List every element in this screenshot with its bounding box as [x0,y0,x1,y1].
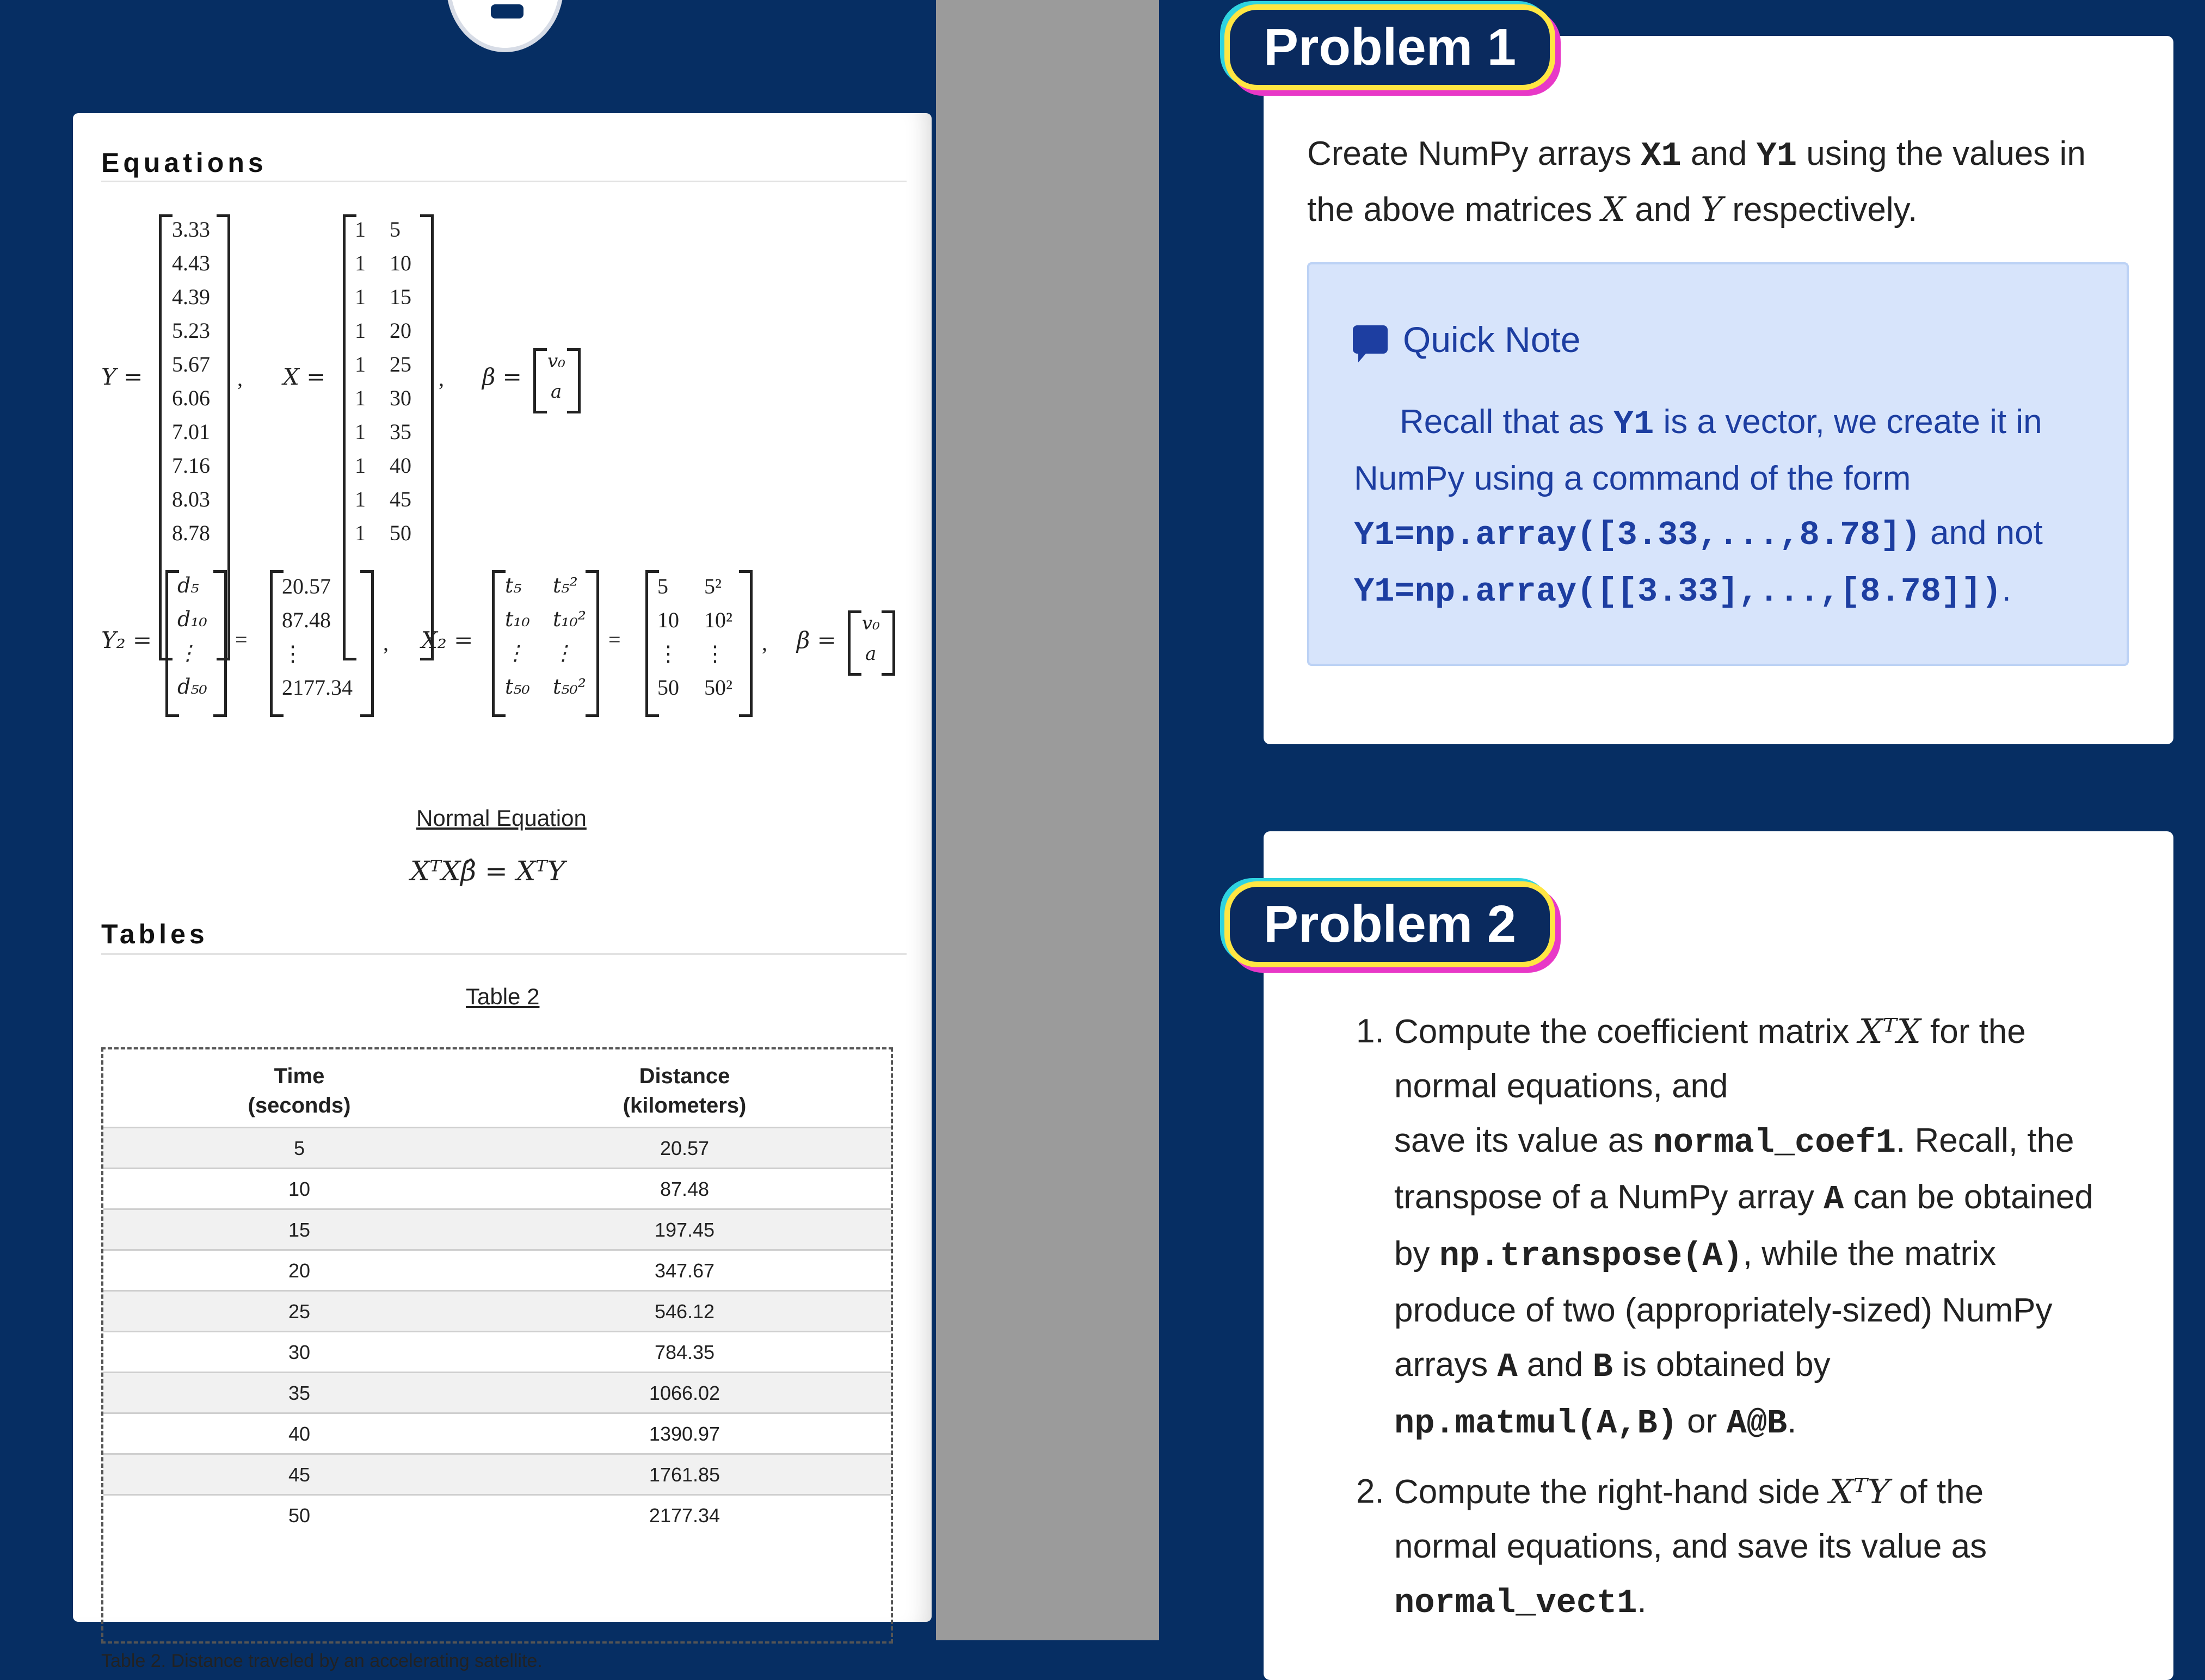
x2-symbol-entry: ⋮ [553,641,574,665]
x2-label: X₂ = [421,627,473,653]
x2-symbol-entry: ⋮ [505,641,526,665]
table-row [103,1331,891,1373]
x-label: X = [283,363,326,390]
time-cell: 50 [288,1504,311,1527]
beta2-bracket-left [848,610,861,676]
table-row [103,1372,891,1414]
x-matrix-entry: 1 [355,386,366,410]
x-matrix-entry: 30 [390,386,411,410]
x-matrix-entry: 50 [390,521,411,545]
table-2-link[interactable]: Table 2 [466,984,540,1009]
x2-value-entry: 5 [657,574,668,598]
distance-cell: 347.67 [654,1259,715,1282]
comma: , [762,631,767,655]
x-matrix-entry: 1 [355,419,366,444]
beta-label-2: β = [797,627,836,653]
x2-bracket-left [492,570,506,717]
y2-symbol-entry: ⋮ [177,641,198,665]
x2-symbol-entry: t₅² [553,573,578,597]
y-matrix-entry: 7.16 [172,453,210,478]
equations-card [73,113,932,1671]
table-caption: Table 2. Distance traveled by an accelerating satellite. [101,1651,543,1671]
time-cell: 40 [288,1423,311,1445]
problem-2-item-2: Compute the right-hand side XᵀY of the normal equations, and save its value as normal_vect1. [1394,1472,1987,1622]
x2-val-bracket-right [739,570,753,717]
quick-note-box [1307,262,2129,666]
x2-symbol-entry: t₅ [505,573,522,597]
time-cell: 25 [288,1300,311,1323]
distance-cell: 2177.34 [649,1504,720,1527]
table-row [103,1127,891,1169]
x2-value-entry: 50² [704,675,732,700]
normal-equation: XᵀXβ̂ = XᵀY [410,855,565,887]
x-bracket-right [420,214,434,660]
beta2-bracket-right [882,610,895,676]
distance-cell: 784.35 [654,1341,715,1363]
problem-1-line-2: the above matrices X and Y respectively. [1307,189,1918,229]
x-matrix-entry: 25 [390,352,411,376]
time-cell: 45 [288,1463,311,1486]
x2-symbol-entry: t₁₀² [553,607,586,631]
y-matrix-entry: 5.67 [172,352,210,376]
distance-cell: 1066.02 [649,1382,720,1404]
x-matrix-entry: 1 [355,453,366,478]
distance-cell: 197.45 [654,1219,715,1241]
time-cell: 20 [288,1259,311,1282]
problem-2-item-1: Compute the coefficient matrix XᵀX for the normal equations, and save its value as normal_coef1. Recall, the transpose of a NumPy array A can be obtained by np.transpose(A), while the matrix produce of two (appropriately-sized) NumPy arrays A and B is obtained by np.matmul(A,B) or A@B. [1394,1011,2093,1443]
y2-symbol-entry: d₅₀ [177,675,207,699]
x-matrix-entry: 20 [390,318,411,343]
beta-v0: v₀ [547,350,565,372]
beta-bracket-right [567,348,581,413]
distance-cell: 87.48 [660,1178,710,1200]
y-matrix-entry: 7.01 [172,419,210,444]
y-matrix-entry: 6.06 [172,386,210,410]
comma: , [383,631,389,655]
distance-header: Distance (kilometers) [623,1064,747,1117]
comma: , [237,366,243,391]
x2-value-entry: ⋮ [657,641,679,666]
beta-bracket-left [533,348,547,413]
distance-cell: 20.57 [660,1137,710,1159]
x-matrix-entry: 35 [390,419,411,444]
x-matrix-entry: 1 [355,251,366,275]
problem-2-item-2-number: 2. [1356,1473,1384,1510]
y2-label: Y₂ = [101,627,152,653]
y-label: Y = [101,363,143,390]
y2-val-bracket-right [360,570,374,717]
problem-1-line-1: Create NumPy arrays X1 and Y1 using the values in [1307,135,2086,175]
tables-divider [101,953,907,955]
table-row [103,1494,891,1536]
circle-mark-icon [491,4,523,18]
beta-label: β = [482,363,522,390]
y-matrix-entry: 4.43 [172,251,210,275]
x2-value-entry: 5² [704,574,722,598]
x2-value-entry: 10 [657,608,679,632]
distance-cell: 546.12 [654,1300,715,1323]
x2-value-entry: 10² [704,608,732,632]
x-matrix-entry: 45 [390,487,411,511]
x-matrix-entry: 5 [390,217,401,242]
x-matrix-entry: 1 [355,217,366,242]
x2-bracket-right [586,570,599,717]
y-matrix-entry: 8.03 [172,487,210,511]
normal-equation-link[interactable]: Normal Equation [416,805,587,831]
time-cell: 30 [288,1341,311,1363]
distance-cell: 1761.85 [649,1463,720,1486]
problem-2-badge: Problem 2 [1224,881,1555,967]
y2-value-entry: ⋮ [282,641,304,666]
table-row [103,1208,891,1251]
beta2-a: a [865,643,877,665]
y-matrix-entry: 3.33 [172,217,210,242]
quick-note-body: Recall that as Y1 is a vector, we create it in NumPy using a command of the form Y1=np.array([3.33,...,8.78]) and not Y1=np.array([[3.33],...,[8.78]]). [1354,403,2043,611]
x-matrix-entry: 1 [355,521,366,545]
beta-a: a [551,381,562,403]
x-matrix-entry: 1 [355,318,366,343]
equals-sign: = [235,627,248,652]
y2-value-entry: 2177.34 [282,675,353,700]
tables-heading: Tables [101,919,208,949]
equations-heading: Equations [101,147,267,178]
x2-symbol-entry: t₁₀ [505,607,530,631]
problem-2-item-1-number: 1. [1356,1012,1384,1050]
x2-value-entry: ⋮ [704,641,726,666]
y-matrix-entry: 8.78 [172,521,210,545]
y2-symbol-entry: d₅ [177,573,199,597]
quick-note-title: Quick Note [1403,319,1581,360]
x-matrix-entry: 15 [390,285,411,309]
table-row [103,1453,891,1496]
x2-symbol-entry: t₅₀ [505,675,530,699]
center-divider [936,0,1159,1640]
x-matrix-entry: 1 [355,487,366,511]
y2-value-entry: 20.57 [282,574,331,598]
time-header: Time (seconds) [248,1064,351,1117]
time-cell: 35 [288,1382,311,1404]
table-header [103,1049,891,1127]
y2-value-entry: 87.48 [282,608,331,632]
table-row [103,1249,891,1292]
time-cell: 15 [288,1219,311,1241]
time-cell: 10 [288,1178,311,1200]
beta2-v0: v₀ [862,613,880,634]
x-matrix-entry: 1 [355,285,366,309]
x2-symbol-entry: t₅₀² [553,675,586,699]
problem-1-badge: Problem 1 [1224,4,1555,90]
table-row [103,1168,891,1210]
equals-sign: = [608,627,621,652]
x-matrix-entry: 10 [390,251,411,275]
comma: , [439,366,444,391]
distance-cell: 1390.97 [649,1423,720,1445]
y-matrix-entry: 5.23 [172,318,210,343]
x2-value-entry: 50 [657,675,679,700]
time-cell: 5 [293,1137,305,1159]
equations-divider [101,181,907,182]
x-matrix-entry: 40 [390,453,411,478]
speech-bubble-icon [1353,325,1388,354]
y2-bracket-right [213,570,227,717]
table-row [103,1412,891,1455]
x-matrix-entry: 1 [355,352,366,376]
distance-table [101,1047,893,1644]
y2-symbol-entry: d₁₀ [177,607,207,631]
table-row [103,1290,891,1332]
y-matrix-entry: 4.39 [172,285,210,309]
